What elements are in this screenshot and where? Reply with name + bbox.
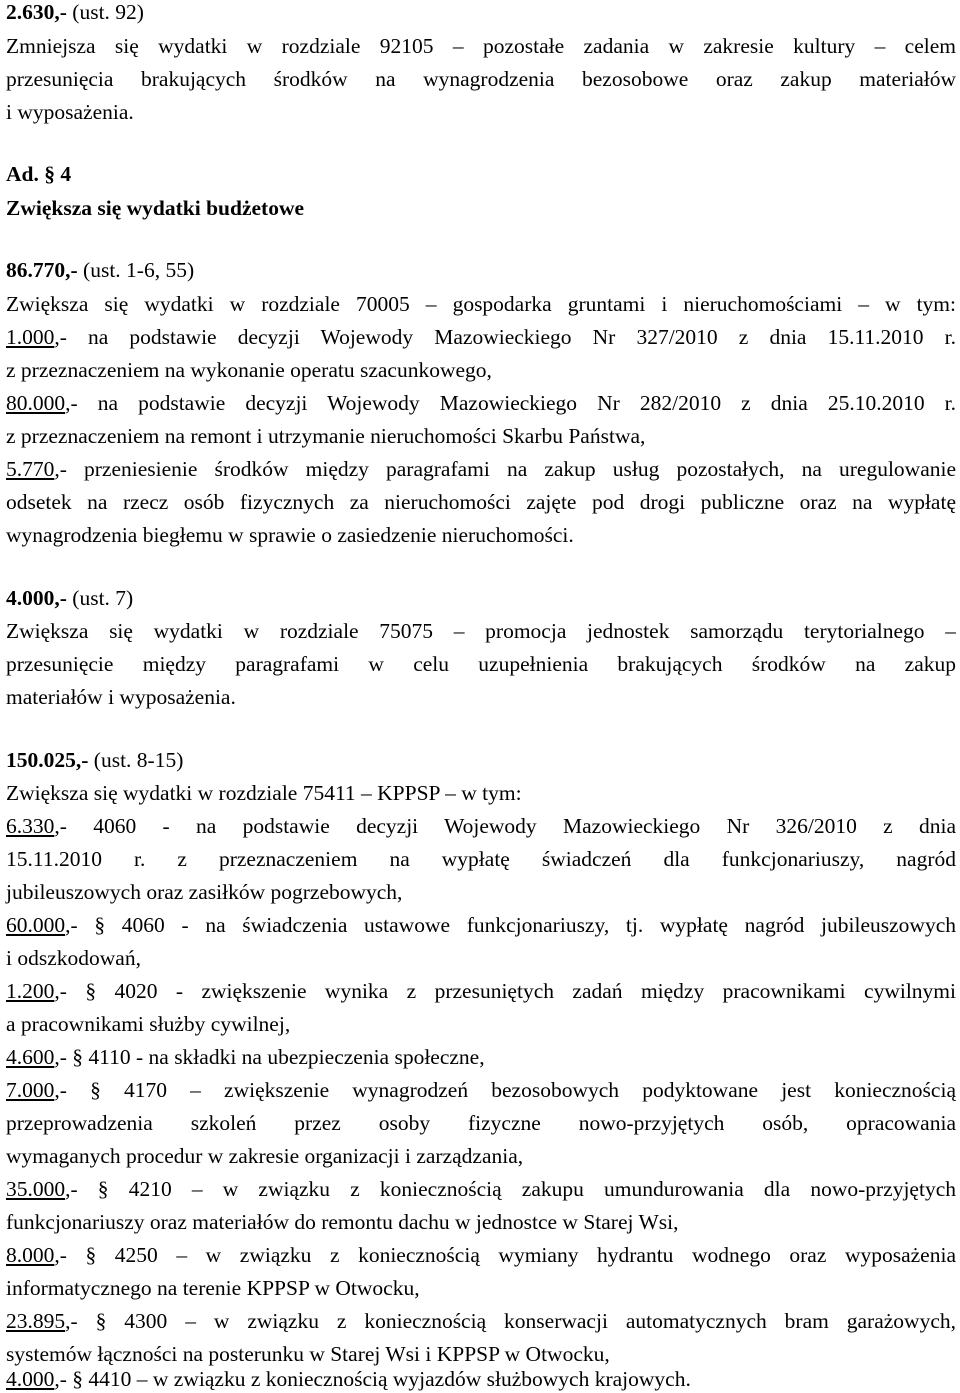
paragraph-line: przesunięcie między paragrafami w celu uzupełnienia brakujących środków na zakup — [6, 652, 956, 676]
paragraph-line: odsetek na rzecz osób fizycznych za nieruchomości zajęte pod drogi publiczne oraz na wypłatę — [6, 490, 956, 514]
paragraph-line: Zwiększa się wydatki w rozdziale 75411 – KPPSP – w tym: — [6, 781, 522, 805]
section-heading: Zwiększa się wydatki budżetowe — [6, 196, 305, 220]
item-line: 5.770,- przeniesienie środków między paragrafami na zakup usług pozostałych, na uregulowanie — [6, 457, 956, 481]
paragraph-line: wymaganych procedur w zakresie organizacji i zarządzania, — [6, 1144, 524, 1168]
paragraph-line: a pracownikami służby cywilnej, — [6, 1012, 291, 1036]
paragraph-line: informatycznego na terenie KPPSP w Otwocku, — [6, 1276, 420, 1300]
paragraph-line: przesunięcia brakujących środków na wynagrodzenia bezosobowe oraz zakup materiałów — [6, 67, 956, 91]
item-line: 80.000,- na podstawie decyzji Wojewody Mazowieckiego Nr 282/2010 z dnia 25.10.2010 r. — [6, 391, 956, 415]
paragraph-line: systemów łączności na posterunku w Starej Wsi i KPPSP w Otwocku, — [6, 1342, 610, 1366]
section-marker: Ad. § 4 — [6, 162, 72, 186]
paragraph-line: funkcjonariuszy oraz materiałów do remontu dachu w jednostce w Starej Wsi, — [6, 1210, 679, 1234]
paragraph-line: przeprowadzenia szkoleń przez osoby fizyczne nowo-przyjętych osób, opracowania — [6, 1111, 956, 1135]
item-line: 35.000,- § 4210 – w związku z koniecznością zakupu umundurowania dla nowo-przyjętych — [6, 1177, 956, 1201]
amount-heading: 2.630,- (ust. 92) — [6, 0, 144, 24]
item-line: 1.000,- na podstawie decyzji Wojewody Mazowieckiego Nr 327/2010 z dnia 15.11.2010 r. — [6, 325, 956, 349]
amount-heading: 86.770,- (ust. 1-6, 55) — [6, 258, 195, 282]
paragraph-line: z przeznaczeniem na remont i utrzymanie nieruchomości Skarbu Państwa, — [6, 424, 646, 448]
item-line: 7.000,- § 4170 – zwiększenie wynagrodzeń bezosobowych podyktowane jest koniecznością — [6, 1078, 956, 1102]
paragraph-line: jubileuszowych oraz zasiłków pogrzebowych, — [6, 880, 403, 904]
paragraph-line: Zwiększa się wydatki w rozdziale 75075 – promocja jednostek samorządu terytorialnego – — [6, 619, 956, 643]
item-line: 8.000,- § 4250 – w związku z koniecznością wymiany hydrantu wodnego oraz wyposażenia — [6, 1243, 956, 1267]
paragraph-line: Zwiększa się wydatki w rozdziale 70005 – gospodarka gruntami i nieruchomościami – w tym: — [6, 292, 956, 316]
paragraph-line: i odszkodowań, — [6, 946, 141, 970]
item-line: 4.000,- § 4410 – w związku z koniecznością wyjazdów służbowych krajowych. — [6, 1367, 691, 1391]
item-line: 6.330,- 4060 - na podstawie decyzji Wojewody Mazowieckiego Nr 326/2010 z dnia — [6, 814, 956, 838]
paragraph-line: Zmniejsza się wydatki w rozdziale 92105 – pozostałe zadania w zakresie kultury – celem — [6, 34, 956, 58]
paragraph-line: wynagrodzenia biegłemu w sprawie o zasiedzenie nieruchomości. — [6, 523, 574, 547]
paragraph-line: z przeznaczeniem na wykonanie operatu szacunkowego, — [6, 358, 492, 382]
item-line: 23.895,- § 4300 – w związku z koniecznością konserwacji automatycznych bram garażowych, — [6, 1309, 956, 1333]
amount-heading: 4.000,- (ust. 7) — [6, 586, 134, 610]
item-line: 4.600,- § 4110 - na składki na ubezpieczenia społeczne, — [6, 1045, 485, 1069]
paragraph-line: i wyposażenia. — [6, 100, 134, 124]
item-line: 1.200,- § 4020 - zwiększenie wynika z przesuniętych zadań między pracownikami cywilnymi — [6, 979, 956, 1003]
paragraph-line: materiałów i wyposażenia. — [6, 685, 236, 709]
amount-heading: 150.025,- (ust. 8-15) — [6, 748, 184, 772]
item-line: 60.000,- § 4060 - na świadczenia ustawowe funkcjonariuszy, tj. wypłatę nagród jubileuszowych — [6, 913, 956, 937]
paragraph-line: 15.11.2010 r. z przeznaczeniem na wypłatę świadczeń dla funkcjonariuszy, nagród — [6, 847, 956, 871]
